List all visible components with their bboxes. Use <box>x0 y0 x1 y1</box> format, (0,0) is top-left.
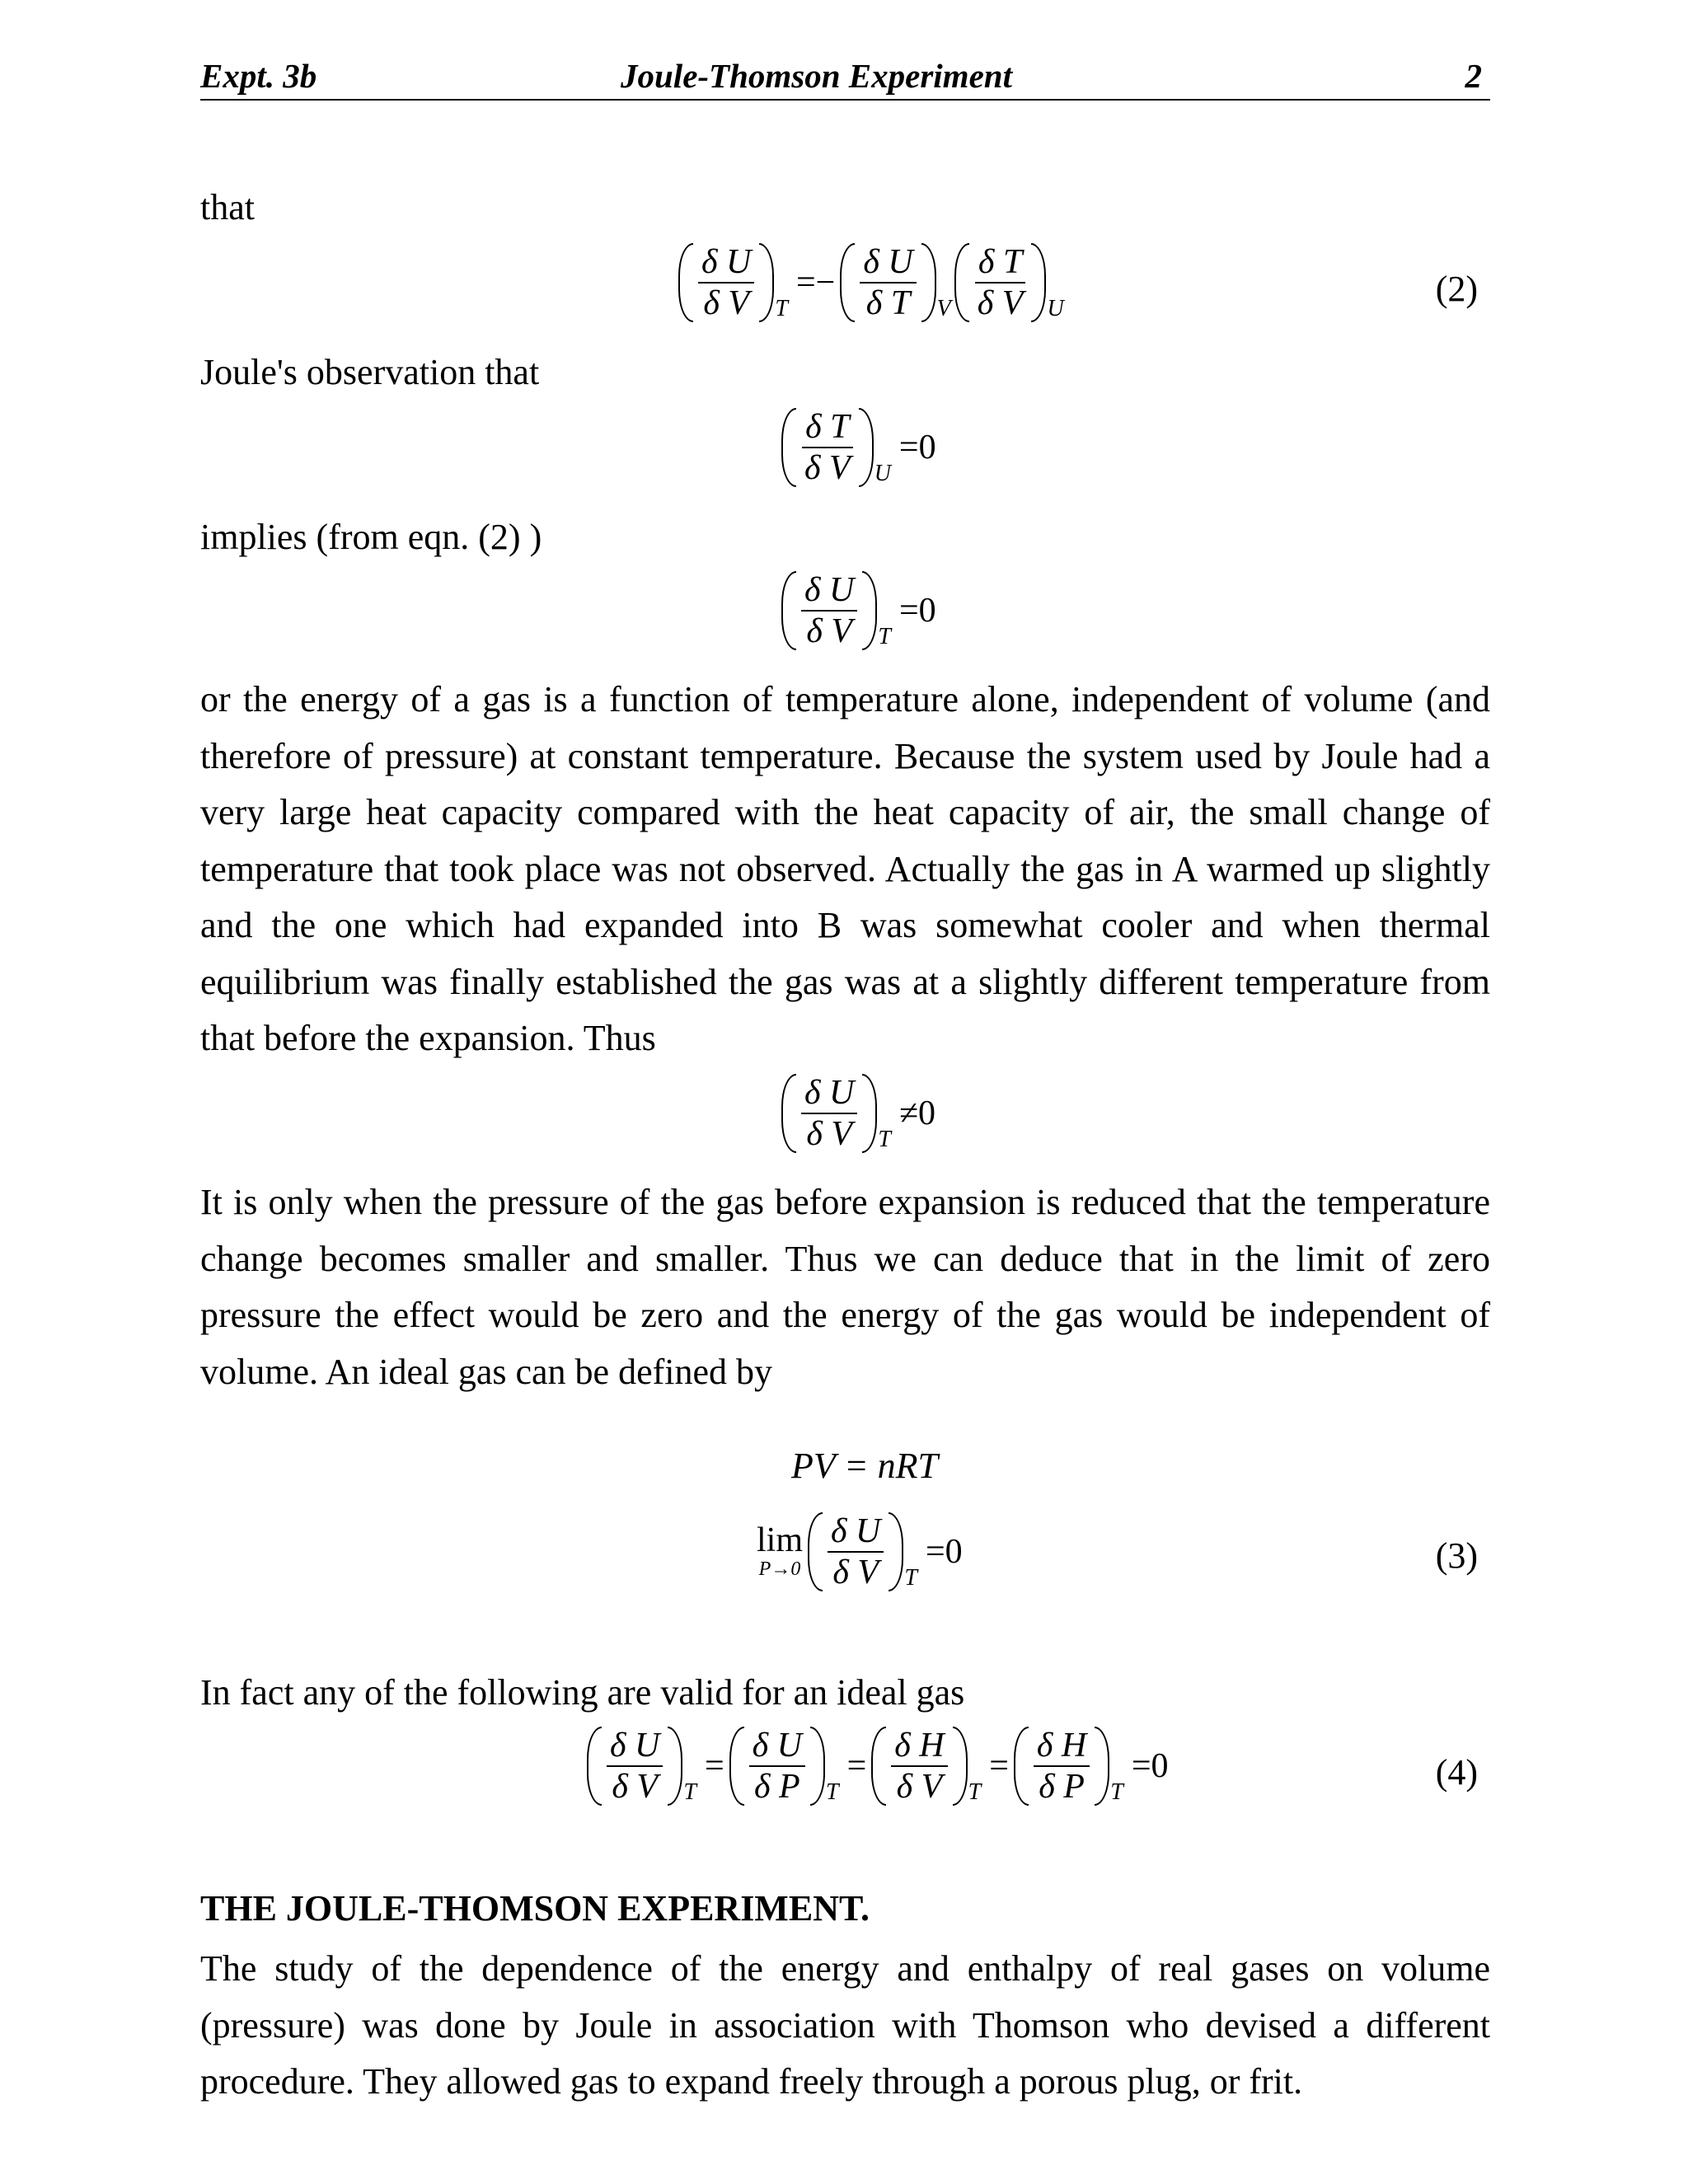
fraction <box>857 244 918 321</box>
paren-group <box>729 1727 825 1806</box>
denominator: δ V <box>896 1768 943 1806</box>
numerator: δ T <box>975 244 1025 284</box>
fraction <box>799 409 856 486</box>
equation-number-2: (2) <box>1435 269 1478 309</box>
text-joule-observation: Joule's observation that <box>200 352 540 392</box>
paren-group <box>871 1727 967 1806</box>
fraction <box>696 244 757 321</box>
numerator: δ U <box>828 1513 884 1553</box>
text-that: that <box>200 187 255 227</box>
subscript: T <box>904 1565 917 1591</box>
section-heading: THE JOULE-THOMSON EXPERIMENT. <box>200 1888 870 1929</box>
page-header <box>200 58 1490 101</box>
equation-3 <box>757 1512 968 1591</box>
experiment-number: Expt. 3b <box>200 57 317 95</box>
subscript: T <box>775 296 788 321</box>
page-title: Joule-Thomson Experiment <box>621 57 1012 95</box>
denominator: δ V <box>612 1768 659 1806</box>
equation-number-4: (4) <box>1435 1752 1478 1793</box>
paren-group <box>781 571 877 650</box>
fraction <box>604 1727 665 1805</box>
paren-group <box>781 408 874 487</box>
subscript: V <box>936 296 951 321</box>
paren-group <box>808 1512 903 1591</box>
denominator: δ V <box>977 284 1024 322</box>
paren-group <box>678 243 774 322</box>
fraction <box>972 244 1029 321</box>
numerator: δ U <box>698 244 754 284</box>
paragraph-zero-pressure: It is only when the pressure of the gas before expansion is reduced that the temperature change becomes smaller and smaller. Thus we can deduce that in the limit of zero pressure the effect would be zero and the energy of the gas would be independent of volume. An ideal gas can be defined by <box>200 1182 1490 1392</box>
equation-dU-dV-zero <box>781 571 941 650</box>
paren-group <box>840 243 935 322</box>
operator: = <box>989 1747 1009 1785</box>
text-implies: implies (from eqn. (2) ) <box>200 517 542 557</box>
subscript: T <box>683 1779 696 1805</box>
ideal-gas-law: PV = nRT <box>791 1446 938 1486</box>
fraction <box>889 1727 950 1805</box>
fraction <box>747 1727 808 1805</box>
numerator: δ U <box>749 1727 805 1767</box>
operator: =0 <box>898 429 936 466</box>
subscript: T <box>878 624 891 649</box>
numerator: δ U <box>801 1075 857 1114</box>
subscript: T <box>825 1779 839 1805</box>
limit-word: lim <box>757 1521 804 1559</box>
fraction <box>1031 1727 1092 1805</box>
numerator: δ H <box>1034 1727 1090 1767</box>
numerator: δ U <box>860 244 916 284</box>
operator: = <box>846 1747 867 1785</box>
equation-2 <box>678 243 1067 322</box>
equation-dT-dV <box>781 408 941 487</box>
operator: =0 <box>1131 1747 1169 1785</box>
numerator: δ U <box>801 572 857 612</box>
equation-dU-dV-nonzero <box>781 1074 940 1153</box>
page-number: 2 <box>1465 57 1482 95</box>
limit-subscript: P→0 <box>758 1558 801 1580</box>
denominator: δ T <box>865 284 911 322</box>
subscript: U <box>874 461 891 486</box>
operator: =0 <box>925 1533 963 1571</box>
equation-number-3: (3) <box>1435 1535 1478 1576</box>
numerator: δ U <box>607 1727 663 1767</box>
fraction <box>799 572 860 649</box>
subscript: U <box>1047 296 1064 321</box>
denominator: δ P <box>753 1768 800 1806</box>
subscript: T <box>968 1779 982 1805</box>
denominator: δ V <box>806 1115 853 1153</box>
subscript: T <box>1110 1779 1123 1805</box>
operator: =− <box>795 264 836 302</box>
operator: ≠0 <box>898 1094 935 1132</box>
fraction <box>799 1075 860 1152</box>
operator: = <box>704 1747 724 1785</box>
operator: =0 <box>898 592 936 630</box>
paragraph-joule-thomson: The study of the dependence of the energy and enthalpy of real gases on volume (pressure) was done by Joule in association with Thomson who devised a different procedure. They allowed gas to expand freely through a porous plug, or frit. <box>200 1948 1490 2102</box>
denominator: δ V <box>832 1554 879 1591</box>
numerator: δ T <box>802 409 852 448</box>
denominator: δ V <box>804 449 851 487</box>
denominator: δ P <box>1039 1768 1085 1806</box>
subscript: T <box>878 1127 891 1152</box>
fraction <box>825 1513 886 1591</box>
paren-group <box>954 243 1047 322</box>
limit-operator <box>757 1523 803 1581</box>
paren-group <box>781 1074 877 1153</box>
paren-group <box>1014 1727 1109 1806</box>
paren-group <box>587 1727 682 1806</box>
denominator: δ V <box>806 612 853 650</box>
equation-4 <box>587 1727 1174 1806</box>
paragraph-energy-function: or the energy of a gas is a function of temperature alone, independent of volume (and therefore of pressure) at constant temperature. Because the system used by Joule had a very large heat capacity compared with the heat capacity of air, the small change of temperature that took place was not observed. Actually the gas in A warmed up slightly and the one which had expanded into B was somewhat cooler and when thermal equilibrium was finally established the gas was at a slightly different temperature from that before the expansion. Thus <box>200 679 1490 1058</box>
denominator: δ V <box>703 284 750 322</box>
numerator: δ H <box>891 1727 947 1767</box>
text-in-fact: In fact any of the following are valid for an ideal gas <box>200 1672 965 1713</box>
